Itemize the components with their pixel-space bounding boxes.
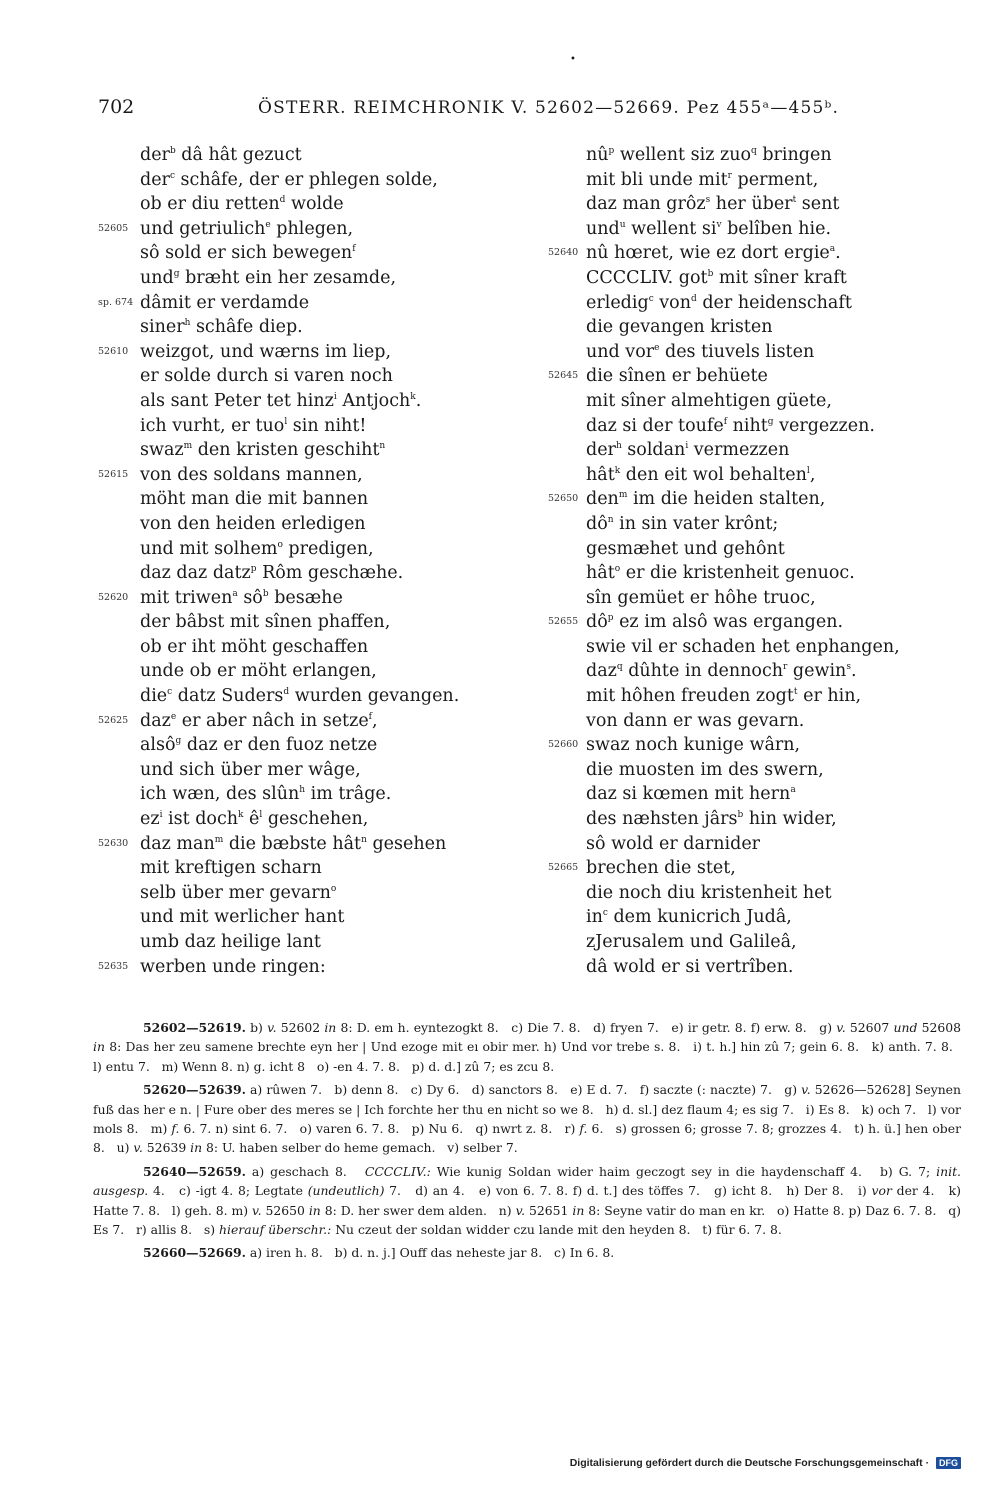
verse-text: mit hôhen freuden zogt$^t$ er hin, bbox=[586, 686, 862, 707]
verse-line bbox=[548, 758, 968, 783]
verse-line bbox=[548, 635, 968, 660]
verse-column-right bbox=[548, 143, 968, 979]
verse-line bbox=[98, 487, 498, 512]
verse-text: die$^c$ datz Suders$^d$ wurden gevangen. bbox=[140, 686, 460, 707]
verse-line bbox=[98, 856, 498, 881]
verse-line bbox=[98, 930, 498, 955]
verse-line bbox=[548, 586, 968, 611]
verse-line bbox=[548, 389, 968, 414]
line-number: 52640 bbox=[548, 247, 579, 259]
verse-line bbox=[98, 438, 498, 463]
verse-line bbox=[98, 709, 498, 734]
verse-text: der bâbst mit sînen phaffen, bbox=[140, 612, 391, 633]
line-number: 52630 bbox=[98, 837, 129, 849]
verse-line bbox=[98, 389, 498, 414]
verse-text: und$^u$ wellent $si^v$ belîben hie. bbox=[586, 218, 832, 239]
verse-line bbox=[548, 537, 968, 562]
verse-text: selb über mer gevarn$^o$ bbox=[140, 882, 337, 903]
verse-column-left bbox=[98, 143, 498, 979]
line-number: 52625 bbox=[98, 714, 129, 726]
footnote-text: a) geschach 8. CCCCLIV.: Wie kunig Soldan wider haim geczogt sey in die haydenschaff 4. b) G. 7; init. ausgesp. 4. c) -igt 4. 8; Legtate (undeutlich) 7. d) an 4. e) von 6. 7. 8. f) d. t.] des töffes 7. g) icht 8. h) Der 8. i) vor der 4. k) Hatte 7. 8. l) geh. 8. m) v. 52650 in 8: D. her swer dem alden. n) v. 52651 in 8: Seyne vatir do man en kr. o) Hatte 8. p) Daz 6. 7. 8. q) Es 7. r) allis 8. s) hierauf überschr.: Nu czeut der soldan widder czu lande mit den heyden 8. t) für 6. 7. 8. bbox=[93, 1163, 962, 1238]
verse-text: daz$^e$ er aber nâch in setze$^f$, bbox=[140, 710, 378, 731]
verse-text: und mit werlicher hant bbox=[140, 907, 345, 928]
verse-text: siner$^h$ schâfe diep. bbox=[140, 317, 303, 338]
verse-line bbox=[548, 709, 968, 734]
verse-line bbox=[98, 955, 498, 980]
verse-text: $dô^n$ in sin vater krônt; bbox=[586, 513, 779, 534]
verse-text: und vor$^e$ des tiuvels listen bbox=[586, 341, 815, 362]
verse-line bbox=[98, 512, 498, 537]
verse-line bbox=[98, 463, 498, 488]
verse-text: und mit solhem$^o$ predigen, bbox=[140, 538, 374, 559]
verse-text: dâ wold er si vertrîben. bbox=[586, 956, 794, 977]
verse-line bbox=[548, 192, 968, 217]
verse-text: und$^g$ bræht ein her zesamde, bbox=[140, 267, 397, 288]
verse-line bbox=[98, 586, 498, 611]
verse-line bbox=[548, 241, 968, 266]
line-number: 52635 bbox=[98, 960, 129, 972]
verse-text: der$^h$ soldan$^i$ vermezzen bbox=[586, 440, 790, 461]
verse-line bbox=[548, 143, 968, 168]
verse-text: swie vil er schaden het enphangen, bbox=[586, 636, 900, 657]
verse-line bbox=[548, 684, 968, 709]
verse-text: mit sîner almehtigen güete, bbox=[586, 390, 832, 411]
verse-line bbox=[548, 315, 968, 340]
verse-line bbox=[98, 782, 498, 807]
verse-text: mit triwen$^a$ $sô^b$ besæhe bbox=[140, 587, 343, 608]
verse-text: gesmæhet und gehônt bbox=[586, 538, 785, 559]
verse-line bbox=[548, 512, 968, 537]
verse-text: weizgot, und wærns im liep, bbox=[140, 341, 392, 362]
verse-line bbox=[548, 856, 968, 881]
digitization-credit bbox=[570, 1457, 961, 1469]
verse-text: und getriulich$^e$ phlegen, bbox=[140, 218, 354, 239]
verse-line bbox=[98, 241, 498, 266]
footnote-text: a) iren h. 8. b) d. n. j.] Ouff das neheste jar 8. c) In 6. 8. bbox=[245, 1245, 615, 1261]
verse-line bbox=[98, 414, 498, 439]
verse-text: CCCCLIV. got$^b$ mit sîner kraft bbox=[586, 267, 847, 288]
verse-text: swaz noch kunige wârn, bbox=[586, 735, 801, 756]
verse-text: brechen die stet, bbox=[586, 858, 736, 879]
verse-line bbox=[98, 832, 498, 857]
verse-line bbox=[548, 905, 968, 930]
page-number: 702 bbox=[98, 96, 135, 118]
footnote-paragraph bbox=[93, 1018, 961, 1076]
verse-text: möht man die mit bannen bbox=[140, 489, 369, 510]
verse-text: daz daz datz$^p$ Rôm geschæhe. bbox=[140, 563, 404, 584]
verse-text: von des soldans mannen, bbox=[140, 464, 363, 485]
verse-line bbox=[98, 733, 498, 758]
verse-line bbox=[98, 610, 498, 635]
verse-line bbox=[98, 537, 498, 562]
verse-text: er solde durch si varen noch bbox=[140, 366, 393, 387]
verse-text: hât$^k$ den eit wol behalten$^l$, bbox=[586, 464, 816, 485]
verse-text: daz man$^m$ die bæbste hât$^n$ gesehen bbox=[140, 833, 447, 854]
verse-text: $nû^p$ wellent siz zuo$^q$ bringen bbox=[586, 145, 832, 165]
verse-line bbox=[548, 487, 968, 512]
printer-mark: • bbox=[570, 54, 576, 65]
verse-text: daz si kœmen mit hern$^a$ bbox=[586, 784, 796, 805]
verse-line bbox=[548, 610, 968, 635]
verse-line bbox=[98, 635, 498, 660]
verse-line bbox=[98, 807, 498, 832]
line-number: 52655 bbox=[548, 616, 579, 628]
verse-text: daz$^q$ dûhte in dennoch$^r$ gewin$^s$. bbox=[586, 661, 857, 682]
verse-text: $ez^i$ ist doch$^k$ $ê^l$ geschehen, bbox=[140, 809, 369, 830]
footnote-paragraph bbox=[93, 1162, 961, 1240]
verse-text: ich vurht, er tuo$^l$ sin niht! bbox=[140, 415, 367, 436]
verse-text: werben unde ringen: bbox=[140, 956, 326, 977]
verse-line bbox=[98, 315, 498, 340]
verse-text: des næhsten jârs$^b$ hin wider, bbox=[586, 809, 837, 830]
verse-line bbox=[548, 168, 968, 193]
verse-text: ob er iht möht geschaffen bbox=[140, 636, 369, 657]
verse-line bbox=[98, 217, 498, 242]
verse-text: swaz$^m$ den kristen geschiht$^n$ bbox=[140, 440, 386, 461]
footnote-range: 52620—52639. bbox=[143, 1082, 246, 1098]
verse-text: hât$^o$ er die kristenheit genuoc. bbox=[586, 563, 855, 584]
verse-line bbox=[548, 414, 968, 439]
line-number: sp. 674 bbox=[98, 296, 134, 308]
footnote-paragraph bbox=[93, 1080, 961, 1158]
dfg-logo: DFG bbox=[936, 1457, 961, 1469]
verse-text: umb daz heilige lant bbox=[140, 932, 321, 952]
verse-text: als sant Peter tet hinz$^i$ Antjoch$^k$. bbox=[140, 390, 422, 411]
verse-text: den$^m$ im die heiden stalten, bbox=[586, 489, 826, 510]
verse-text: die muosten im des swern, bbox=[586, 759, 824, 780]
running-title: ÖSTERR. REIMCHRONIK V. 52602—52669. Pez 455ᵃ—455ᵇ. bbox=[258, 98, 840, 118]
verse-text: sô wold er darnider bbox=[586, 833, 761, 854]
line-number: 52605 bbox=[98, 222, 129, 234]
verse-text: ich wæn, des slûn$^h$ im trâge. bbox=[140, 784, 392, 805]
verse-line bbox=[98, 881, 498, 906]
line-number: 52645 bbox=[548, 370, 579, 382]
line-number: 52610 bbox=[98, 345, 129, 357]
critical-apparatus bbox=[93, 1018, 961, 1267]
verse-line bbox=[98, 168, 498, 193]
verse-line bbox=[548, 832, 968, 857]
footnote-range: 52640—52659. bbox=[143, 1163, 246, 1179]
verse-line bbox=[548, 807, 968, 832]
verse-line bbox=[548, 881, 968, 906]
verse-line bbox=[98, 905, 498, 930]
verse-line bbox=[548, 463, 968, 488]
verse-text: und sich über mer wâge, bbox=[140, 759, 361, 780]
verse-line bbox=[98, 561, 498, 586]
verse-line bbox=[548, 930, 968, 955]
line-number: 52665 bbox=[548, 862, 579, 874]
verse-line bbox=[98, 143, 498, 168]
footnote-paragraph bbox=[93, 1243, 961, 1262]
line-number: 52620 bbox=[98, 591, 129, 603]
verse-text: mit bli unde mit$^r$ perment, bbox=[586, 169, 819, 190]
verse-text: daz man grôz$^s$ her über$^t$ sent bbox=[586, 194, 840, 215]
verse-text: der$^b$ dâ hât gezuct bbox=[140, 145, 302, 165]
verse-text: die noch diu kristenheit het bbox=[586, 882, 832, 903]
verse-line bbox=[98, 659, 498, 684]
verse-text: sîn gemüet er hôhe truoc, bbox=[586, 587, 816, 608]
verse-line bbox=[548, 340, 968, 365]
verse-text: von den heiden erledigen bbox=[140, 513, 366, 534]
verse-text: nû hœret, wie ez dort ergie$^a$. bbox=[586, 243, 841, 264]
verse-text: dâmit er verdamde bbox=[140, 292, 310, 313]
verse-text: ob er diu retten$^d$ wolde bbox=[140, 194, 344, 215]
verse-text: die sînen er behüete bbox=[586, 366, 768, 387]
footnote-range: 52660—52669. bbox=[143, 1245, 246, 1261]
credit-text: Digitalisierung gefördert durch die Deutsche Forschungsgemeinschaft · bbox=[569, 1456, 930, 1469]
verse-text: erledig$^c$ von$^d$ der heidenschaft bbox=[586, 292, 852, 313]
verse-line bbox=[98, 364, 498, 389]
verse-text: mit kreftigen scharn bbox=[140, 858, 322, 879]
verse-text: sô sold er sich bewegen$^f$ bbox=[140, 243, 356, 264]
page-header bbox=[98, 96, 898, 124]
verse-line bbox=[548, 782, 968, 807]
verse-line bbox=[98, 758, 498, 783]
footnote-text: b) v. 52602 in 8: D. em h. eyntezogkt 8. c) Die 7. 8. d) fryen 7. e) ir getr. 8. f) erw. 8. g) v. 52607 und 52608 in 8: Das her zeu samene brechte eyn her | Und ezoge mit eı obir mer. h) Und vor trebe s. 8. i) t. h.] hin zû 7; gein 6. 8. k) anth. 7. 8. l) entu 7. m) Wenn 8. n) g. icht 8 o) -en 4. 7. 8. p) d. d.] zû 7; es zcu 8. bbox=[93, 1020, 961, 1074]
verse-text: unde ob er möht erlangen, bbox=[140, 661, 377, 682]
verse-line bbox=[98, 340, 498, 365]
verse-line bbox=[98, 291, 498, 316]
verse-text: $dô^p$ ez im alsô was ergangen. bbox=[586, 612, 844, 633]
footnote-text: a) rûwen 7. b) denn 8. c) Dy 6. d) sanctors 8. e) E d. 7. f) saczte (: naczte) 7. g) v. 52626—52628] Seynen fuß das her e n. | Fure ober des meres se | Ich forchte her thu en nicht so we 8. h) d. sl.] dez flaum 4; es sig 7. i) Es 8. k) och 7. l) vor mols 8. m) f. 6. 7. n) sint 6. 7. o) varen 6. 7. 8. p) Nu 6. q) nwrt z. 8. r) f. 6. s) grossen 6; grosse 7. 8; grozzes 4. t) h. ü.] hen ober 8. u) v. 52639 in 8: U. haben selber do heme gemach. v) selber 7. bbox=[93, 1082, 961, 1156]
verse-line bbox=[548, 733, 968, 758]
verse-line bbox=[548, 266, 968, 291]
verse-text: zJerusalem und Galileâ, bbox=[586, 932, 797, 952]
verse-line bbox=[548, 955, 968, 980]
verse-text: $in^c$ dem kunicrich Judâ, bbox=[586, 907, 792, 928]
verse-line bbox=[548, 217, 968, 242]
verse-text: die gevangen kristen bbox=[586, 317, 773, 338]
verse-text: von dann er was gevarn. bbox=[586, 710, 805, 731]
verse-line bbox=[98, 266, 498, 291]
line-number: 52650 bbox=[548, 493, 579, 505]
line-number: 52660 bbox=[548, 739, 579, 751]
verse-text: der$^c$ schâfe, der er phlegen solde, bbox=[140, 169, 438, 190]
verse-text: daz si der toufe$^f$ niht$^g$ vergezzen. bbox=[586, 415, 875, 436]
verse-line bbox=[548, 659, 968, 684]
verse-line bbox=[98, 684, 498, 709]
footnote-range: 52602—52619. bbox=[143, 1020, 246, 1035]
verse-line bbox=[548, 561, 968, 586]
verse-text: alsô$^g$ daz er den fuoz netze bbox=[140, 735, 378, 756]
line-number: 52615 bbox=[98, 468, 129, 480]
verse-line bbox=[548, 364, 968, 389]
verse-line bbox=[548, 291, 968, 316]
verse-line bbox=[548, 438, 968, 463]
verse-line bbox=[98, 192, 498, 217]
